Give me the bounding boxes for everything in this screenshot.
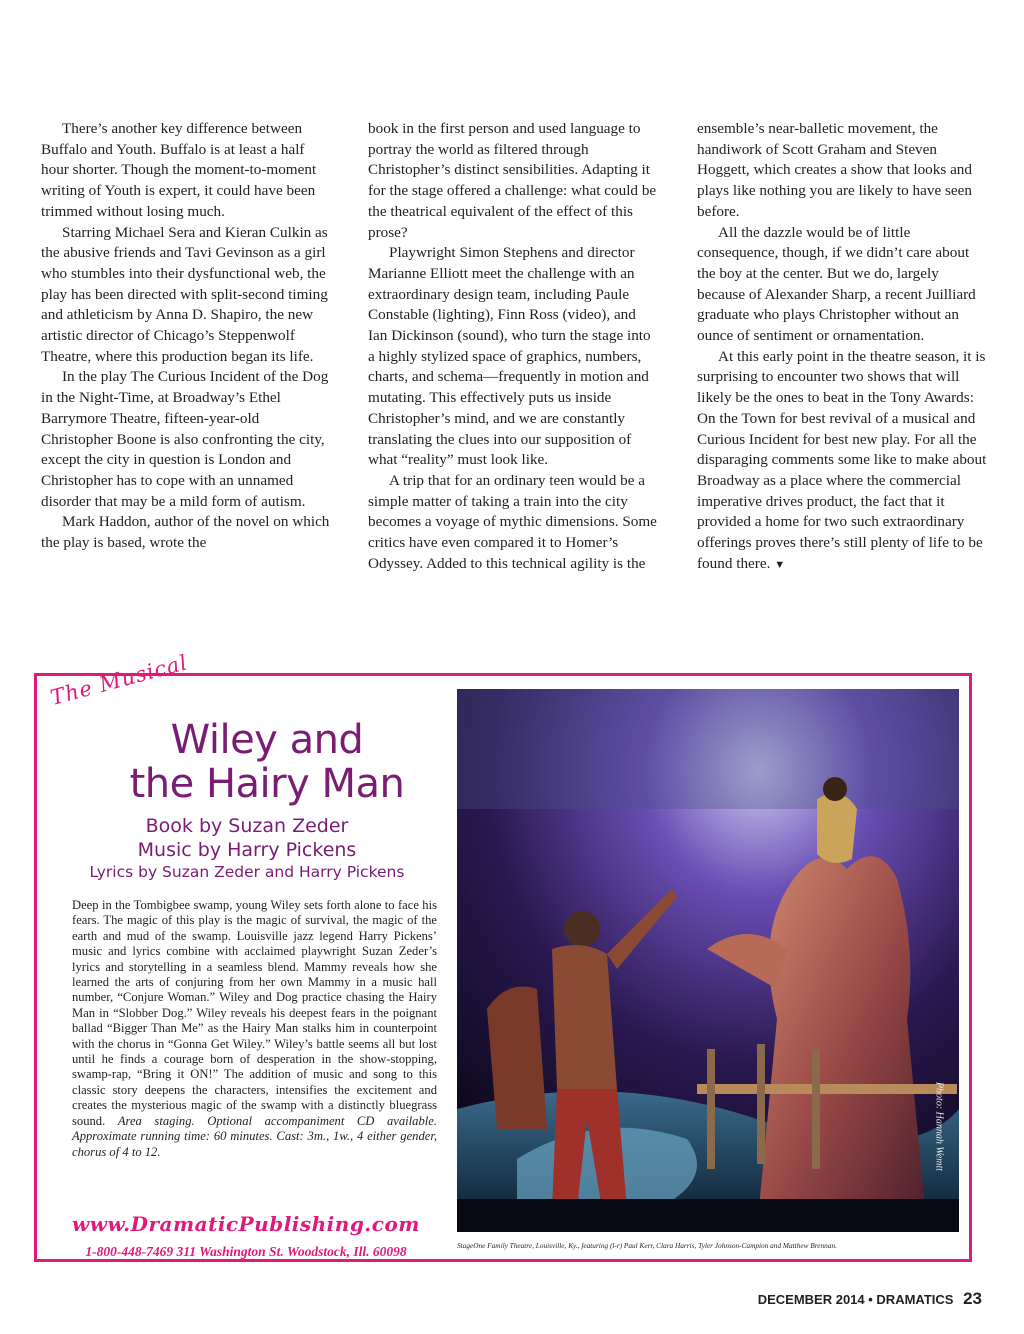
ad-website-link[interactable]: www.DramaticPublishing.com — [72, 1212, 420, 1236]
ad-credits — [47, 814, 447, 882]
ad-description — [72, 898, 437, 1160]
footer-magazine: DRAMATICS — [876, 1292, 954, 1307]
production-photo-image — [457, 689, 959, 1232]
article-paragraph — [697, 347, 987, 576]
article-column-3 — [697, 119, 987, 575]
article-paragraph: book in the first person and used language to portray the world as filtered through Christopher’s distinct sensibilities. Adapting it for the stage offered a challenge: what could be the theatrical equivalent of the effect of this prose? — [368, 120, 657, 241]
article-paragraph: In the play The Curious Incident of the Dog in the Night-Time, at Broadway’s Ethel Barrymore Theatre, fifteen-year-old Christopher Boone is also confronting the city, except the city in question is London and Christopher has to cope with an unnamed disorder that may be a mild form of autism. — [41, 368, 329, 510]
page-footer — [758, 1289, 982, 1309]
production-photo — [457, 689, 959, 1232]
ad-text-panel — [37, 650, 455, 1259]
ad-description-text: Deep in the Tombigbee swamp, young Wiley sets forth alone to face his fears. The magic of this play is the magic of survival, the magic of the earth and mud of the swamp. Louisville jazz legend Harry Pickens’ music and lyrics combine with acclaimed playwright Suzan Zeder’s lyrics and storytelling in a seamless blend. Mammy reveals how she learned the arts of conjuring from her own Mammy in a music hall number, “Conjure Woman.” Wiley and Dog practice chasing the Hairy Man in “Slobber Dog.” Wiley reveals his deepest fears in the poignant ballad “Bigger Than Me” as the Hairy Man stalks him in counterpoint with the chorus in “Gonna Get Wiley.” Wiley’s battle seems all but lost until he finds a courage born of desperation in the show-stopping, swamp-rap, “Bring it ON!” The addition of music and song to this classic story deepens the characters, intensifies the excitement and creates the mysterious magic of the swamp with a distinctly bluegrass sound. — [72, 898, 437, 1128]
article-paragraph: All the dazzle would be of little consequence, though, if we didn’t care about the boy at the center. But we do, largely because of Alexander Sharp, a recent Juilliard graduate who plays Christopher without an ounce of sentiment or ornamentation. — [697, 223, 976, 345]
article-column-2 — [368, 119, 658, 574]
article-paragraph: A trip that for an ordinary teen would be a simple matter of taking a train into the city becomes a voyage of mythic dimensions. Some critics have even compared it to Homer’s Odyssey. Added to this technical agility is the — [368, 471, 657, 572]
ad-music-credit: Music by Harry Pickens — [137, 839, 357, 861]
article-column-1 — [41, 119, 331, 554]
end-mark-icon: ▼ — [774, 558, 786, 571]
article-paragraph: There’s another key difference between Buffalo and Youth. Buffalo is at least a half hour shorter. Though the moment-to-moment writing of Youth is expert, it could have been trimmed without losing much. — [41, 120, 317, 220]
ad-description-italic: Area staging. Optional accompaniment CD available. Approximate running time: 60 minutes. Cast: 3m., 1w., 4 either gender, chorus of 4 to 12. — [72, 1113, 437, 1159]
photo-credit — [929, 1056, 949, 1206]
ad-book-credit: Book by Suzan Zeder — [145, 815, 349, 837]
page-number: 23 — [963, 1289, 982, 1308]
ad-tagline: The Musical — [47, 650, 191, 710]
article-paragraph: Playwright Simon Stephens and director Marianne Elliott meet the challenge with an extraordinary design team, including Paule Constable (lighting), Finn Ross (video), and Ian Dickinson (sound), who turn the stage into a highly stylized space of graphics, numbers, charts, and schema—frequently in motion and mutating. This effectively puts us inside Christopher’s mind, and we are constantly translating the clues into our supposition of what “reality” must look like. — [368, 244, 651, 469]
article-paragraph: ensemble’s near-balletic movement, the handiwork of Scott Graham and Steven Hoggett, which creates a show that looks and plays like nothing you are likely to have seen before. — [697, 120, 972, 220]
ad-lyrics-credit: Lyrics by Suzan Zeder and Harry Pickens — [89, 863, 405, 881]
footer-issue: DECEMBER 2014 • — [757, 1292, 873, 1307]
article-paragraph-text: At this early point in the theatre season, it is surprising to encounter two shows that will likely be the ones to beat in the Tony Awards: On the Town for best revival of a musical and Curious Incident for best new play. For all the disparaging comments some like to make about Broadway as a place where the commercial imperative drives product, the fact that it provided a home for two such extraordinary offerings proves there’s still plenty of life to be found there. — [697, 347, 987, 572]
ad-title-line-1: Wiley and — [170, 717, 364, 763]
photo-credit-text: Photo: Hannah Wemtt — [933, 1081, 945, 1172]
ad-title-line-2: the Hairy Man — [129, 761, 405, 807]
article-paragraph: Starring Michael Sera and Kieran Culkin as the abusive friends and Tavi Gevinson as a girl who stumbles into their dysfunctional web, the play has been directed with split-second timing and athleticism by Anna D. Shapiro, the new artistic director of Chicago’s Steppenwolf Theatre, where this production began its life. — [41, 223, 328, 365]
photo-caption: StageOne Family Theatre, Louisville, Ky., featuring (l-r) Paul Kerr, Clara Harris, Tyler Johnson-Campion and Matthew Brennan. — [457, 1241, 837, 1250]
ad-title — [97, 718, 437, 806]
ad-contact: 1-800-448-7469 311 Washington St. Woodstock, Ill. 60098 — [85, 1244, 407, 1259]
article-paragraph: Mark Haddon, author of the novel on which the play is based, wrote the — [41, 513, 330, 552]
advertisement — [34, 650, 972, 1262]
